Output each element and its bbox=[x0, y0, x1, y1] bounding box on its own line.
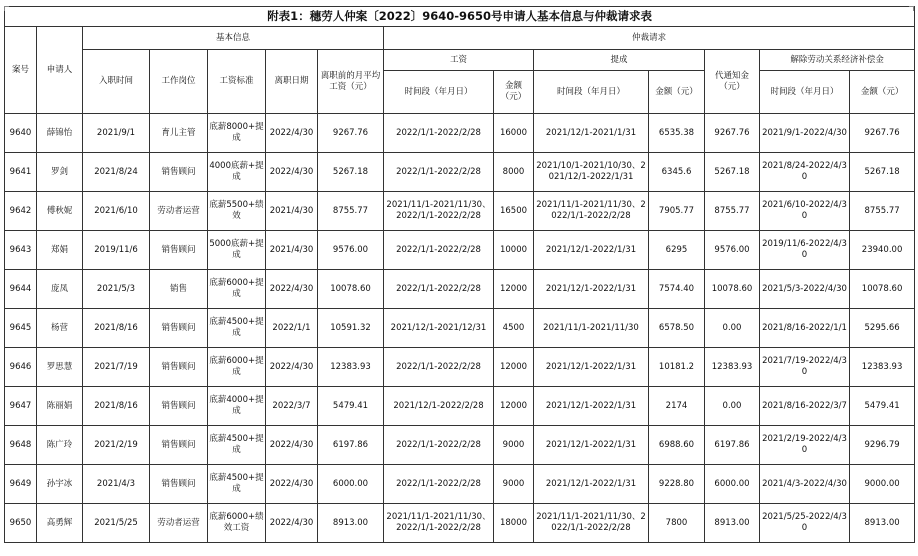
header-notice-pay: 代通知金（元） bbox=[705, 50, 760, 114]
cell-entry-date: 2021/2/19 bbox=[83, 426, 150, 465]
cell-notice-pay: 8755.77 bbox=[705, 192, 760, 231]
table-title: 附表1：穗劳人仲案〔2022〕9640-9650号申请人基本信息与仲裁请求表 bbox=[5, 7, 915, 27]
cell-notice-pay: 9267.76 bbox=[705, 114, 760, 153]
cell-commission-period: 2021/12/1-2022/1/31 bbox=[534, 387, 649, 426]
cell-severance-period: 2019/11/6-2022/4/30 bbox=[760, 231, 850, 270]
cell-salary-standard: 底薪8000+提成 bbox=[208, 114, 266, 153]
cell-avg-monthly-salary: 8755.77 bbox=[318, 192, 384, 231]
cell-severance-amount: 9296.79 bbox=[850, 426, 915, 465]
cell-leave-date: 2022/4/30 bbox=[266, 465, 318, 504]
cell-severance-amount: 5295.66 bbox=[850, 309, 915, 348]
cell-severance-amount: 10078.60 bbox=[850, 270, 915, 309]
cell-position: 劳动者运营 bbox=[150, 504, 208, 543]
cell-commission-period: 2021/12/1-2022/1/31 bbox=[534, 270, 649, 309]
cell-applicant: 郑娟 bbox=[37, 231, 83, 270]
cell-commission-period: 2021/12/1-2022/1/31 bbox=[534, 231, 649, 270]
cell-entry-date: 2019/11/6 bbox=[83, 231, 150, 270]
cell-severance-period: 2021/9/1-2022/4/30 bbox=[760, 114, 850, 153]
cell-avg-monthly-salary: 10078.60 bbox=[318, 270, 384, 309]
header-position: 工作岗位 bbox=[150, 50, 208, 114]
cell-entry-date: 2021/7/19 bbox=[83, 348, 150, 387]
cell-applicant: 薛锦怡 bbox=[37, 114, 83, 153]
cell-severance-period: 2021/8/16-2022/3/7 bbox=[760, 387, 850, 426]
cell-severance-period: 2021/5/25-2022/4/30 bbox=[760, 504, 850, 543]
cell-salary-standard: 底薪6000+提成 bbox=[208, 270, 266, 309]
header-salary-standard: 工资标准 bbox=[208, 50, 266, 114]
cell-commission-amount: 2174 bbox=[649, 387, 705, 426]
table-row bbox=[5, 153, 915, 192]
cell-leave-date: 2022/4/30 bbox=[266, 270, 318, 309]
header-leave-date: 离职日期 bbox=[266, 50, 318, 114]
cell-position: 销售顾问 bbox=[150, 387, 208, 426]
crop-mark bbox=[4, 6, 9, 11]
cell-commission-period: 2021/11/1-2021/11/30、2022/1/1-2022/2/28 bbox=[534, 504, 649, 543]
cell-leave-date: 2021/4/30 bbox=[266, 231, 318, 270]
cell-avg-monthly-salary: 9576.00 bbox=[318, 231, 384, 270]
cell-entry-date: 2021/8/24 bbox=[83, 153, 150, 192]
cell-case-no: 9650 bbox=[5, 504, 37, 543]
cell-leave-date: 2022/1/1 bbox=[266, 309, 318, 348]
cell-commission-amount: 10181.2 bbox=[649, 348, 705, 387]
cell-severance-period: 2021/8/24-2022/4/30 bbox=[760, 153, 850, 192]
cell-avg-monthly-salary: 5267.18 bbox=[318, 153, 384, 192]
cell-position: 销售 bbox=[150, 270, 208, 309]
cell-salary-standard: 底薪4500+提成 bbox=[208, 465, 266, 504]
cell-commission-amount: 6535.38 bbox=[649, 114, 705, 153]
cell-case-no: 9647 bbox=[5, 387, 37, 426]
table-row bbox=[5, 309, 915, 348]
cell-salary-standard: 底薪4000+提成 bbox=[208, 387, 266, 426]
cell-severance-period: 2021/2/19-2022/4/30 bbox=[760, 426, 850, 465]
crop-mark bbox=[909, 6, 914, 11]
cell-position: 育儿主管 bbox=[150, 114, 208, 153]
cell-wage-period: 2022/1/1-2022/2/28 bbox=[384, 426, 494, 465]
cell-entry-date: 2021/5/3 bbox=[83, 270, 150, 309]
cell-applicant: 高勇辉 bbox=[37, 504, 83, 543]
header-applicant: 申请人 bbox=[37, 27, 83, 114]
document-page bbox=[4, 6, 914, 543]
cell-applicant: 罗剑 bbox=[37, 153, 83, 192]
cell-leave-date: 2022/4/30 bbox=[266, 504, 318, 543]
cell-notice-pay: 10078.60 bbox=[705, 270, 760, 309]
cell-notice-pay: 5267.18 bbox=[705, 153, 760, 192]
cell-severance-period: 2021/8/16-2022/1/1 bbox=[760, 309, 850, 348]
cell-commission-amount: 6345.6 bbox=[649, 153, 705, 192]
cell-severance-amount: 5479.41 bbox=[850, 387, 915, 426]
cell-case-no: 9644 bbox=[5, 270, 37, 309]
cell-commission-amount: 6295 bbox=[649, 231, 705, 270]
cell-avg-monthly-salary: 10591.32 bbox=[318, 309, 384, 348]
cell-wage-amount: 12000 bbox=[494, 270, 534, 309]
cell-avg-monthly-salary: 8913.00 bbox=[318, 504, 384, 543]
cell-salary-standard: 4000底薪+提成 bbox=[208, 153, 266, 192]
header-severance: 解除劳动关系经济补偿金 bbox=[760, 50, 915, 71]
cell-wage-period: 2022/1/1-2022/2/28 bbox=[384, 114, 494, 153]
cell-applicant: 孙宇冰 bbox=[37, 465, 83, 504]
cell-case-no: 9646 bbox=[5, 348, 37, 387]
header-commission: 提成 bbox=[534, 50, 705, 71]
cell-wage-amount: 16500 bbox=[494, 192, 534, 231]
cell-entry-date: 2021/5/25 bbox=[83, 504, 150, 543]
cell-severance-period: 2021/6/10-2022/4/30 bbox=[760, 192, 850, 231]
cell-severance-amount: 9000.00 bbox=[850, 465, 915, 504]
table-row bbox=[5, 231, 915, 270]
cell-applicant: 陈丽娟 bbox=[37, 387, 83, 426]
cell-severance-amount: 12383.93 bbox=[850, 348, 915, 387]
cell-severance-amount: 23940.00 bbox=[850, 231, 915, 270]
cell-wage-period: 2021/12/1-2021/12/31 bbox=[384, 309, 494, 348]
cell-entry-date: 2021/9/1 bbox=[83, 114, 150, 153]
header-severance-amount: 金额（元） bbox=[850, 71, 915, 114]
header-severance-period: 时间段（年月日） bbox=[760, 71, 850, 114]
table-row bbox=[5, 192, 915, 231]
cell-position: 销售顾问 bbox=[150, 309, 208, 348]
cell-salary-standard: 底薪5500+绩效 bbox=[208, 192, 266, 231]
table-row bbox=[5, 504, 915, 543]
cell-position: 销售顾问 bbox=[150, 348, 208, 387]
cell-wage-period: 2022/1/1-2022/2/28 bbox=[384, 153, 494, 192]
header-commission-amount: 金额（元） bbox=[649, 71, 705, 114]
cell-commission-period: 2021/12/1-2022/1/31 bbox=[534, 465, 649, 504]
cell-wage-amount: 4500 bbox=[494, 309, 534, 348]
cell-case-no: 9643 bbox=[5, 231, 37, 270]
cell-wage-period: 2022/1/1-2022/2/28 bbox=[384, 465, 494, 504]
cell-commission-amount: 7574.40 bbox=[649, 270, 705, 309]
cell-wage-amount: 9000 bbox=[494, 426, 534, 465]
table-row bbox=[5, 114, 915, 153]
header-wage-period: 时间段（年月日） bbox=[384, 71, 494, 114]
cell-commission-period: 2021/12/1-2021/1/31 bbox=[534, 114, 649, 153]
cell-commission-amount: 9228.80 bbox=[649, 465, 705, 504]
header-commission-period: 时间段（年月日） bbox=[534, 71, 649, 114]
header-wages: 工资 bbox=[384, 50, 534, 71]
cell-notice-pay: 6197.86 bbox=[705, 426, 760, 465]
cell-position: 销售顾问 bbox=[150, 426, 208, 465]
cell-notice-pay: 12383.93 bbox=[705, 348, 760, 387]
cell-salary-standard: 底薪4500+提成 bbox=[208, 426, 266, 465]
cell-wage-amount: 9000 bbox=[494, 465, 534, 504]
cell-wage-amount: 8000 bbox=[494, 153, 534, 192]
cell-position: 销售顾问 bbox=[150, 465, 208, 504]
cell-avg-monthly-salary: 5479.41 bbox=[318, 387, 384, 426]
cell-salary-standard: 5000底薪+提成 bbox=[208, 231, 266, 270]
cell-notice-pay: 6000.00 bbox=[705, 465, 760, 504]
cell-avg-monthly-salary: 6197.86 bbox=[318, 426, 384, 465]
cell-commission-period: 2021/12/1-2022/1/31 bbox=[534, 348, 649, 387]
cell-leave-date: 2022/3/7 bbox=[266, 387, 318, 426]
header-wage-amount: 金额（元） bbox=[494, 71, 534, 114]
cell-commission-amount: 6578.50 bbox=[649, 309, 705, 348]
cell-notice-pay: 0.00 bbox=[705, 309, 760, 348]
cell-severance-amount: 9267.76 bbox=[850, 114, 915, 153]
cell-case-no: 9648 bbox=[5, 426, 37, 465]
cell-wage-amount: 16000 bbox=[494, 114, 534, 153]
header-basic-info: 基本信息 bbox=[83, 27, 384, 50]
cell-wage-amount: 12000 bbox=[494, 387, 534, 426]
table-row bbox=[5, 465, 915, 504]
cell-leave-date: 2022/4/30 bbox=[266, 426, 318, 465]
cell-position: 销售顾问 bbox=[150, 231, 208, 270]
cell-severance-period: 2021/7/19-2022/4/30 bbox=[760, 348, 850, 387]
cell-case-no: 9642 bbox=[5, 192, 37, 231]
cell-wage-period: 2021/12/1-2022/2/28 bbox=[384, 387, 494, 426]
table-row bbox=[5, 348, 915, 387]
cell-avg-monthly-salary: 6000.00 bbox=[318, 465, 384, 504]
cell-severance-period: 2021/4/3-2022/4/30 bbox=[760, 465, 850, 504]
cell-commission-period: 2021/10/1-2021/10/30、2021/12/1-2022/1/31 bbox=[534, 153, 649, 192]
table-row bbox=[5, 387, 915, 426]
cell-leave-date: 2021/4/30 bbox=[266, 192, 318, 231]
cell-wage-period: 2021/11/1-2021/11/30、2022/1/1-2022/2/28 bbox=[384, 504, 494, 543]
cell-wage-amount: 10000 bbox=[494, 231, 534, 270]
cell-notice-pay: 0.00 bbox=[705, 387, 760, 426]
cell-applicant: 罗思慧 bbox=[37, 348, 83, 387]
cell-commission-amount: 6988.60 bbox=[649, 426, 705, 465]
cell-wage-amount: 12000 bbox=[494, 348, 534, 387]
cell-salary-standard: 底薪6000+绩效工资 bbox=[208, 504, 266, 543]
cell-entry-date: 2021/6/10 bbox=[83, 192, 150, 231]
cell-commission-period: 2021/11/1-2021/11/30、2022/1/1-2022/2/28 bbox=[534, 192, 649, 231]
header-entry-date: 入职时间 bbox=[83, 50, 150, 114]
cell-severance-amount: 8755.77 bbox=[850, 192, 915, 231]
cell-leave-date: 2022/4/30 bbox=[266, 114, 318, 153]
cell-avg-monthly-salary: 12383.93 bbox=[318, 348, 384, 387]
cell-case-no: 9640 bbox=[5, 114, 37, 153]
table-row bbox=[5, 270, 915, 309]
cell-leave-date: 2022/4/30 bbox=[266, 153, 318, 192]
applicant-claims-table bbox=[4, 6, 915, 543]
cell-entry-date: 2021/8/16 bbox=[83, 309, 150, 348]
cell-case-no: 9641 bbox=[5, 153, 37, 192]
cell-case-no: 9649 bbox=[5, 465, 37, 504]
cell-notice-pay: 9576.00 bbox=[705, 231, 760, 270]
cell-commission-period: 2021/11/1-2021/11/30 bbox=[534, 309, 649, 348]
cell-severance-period: 2021/5/3-2022/4/30 bbox=[760, 270, 850, 309]
cell-avg-monthly-salary: 9267.76 bbox=[318, 114, 384, 153]
cell-severance-amount: 8913.00 bbox=[850, 504, 915, 543]
cell-entry-date: 2021/8/16 bbox=[83, 387, 150, 426]
cell-commission-amount: 7905.77 bbox=[649, 192, 705, 231]
header-arbitration-claims: 仲裁请求 bbox=[384, 27, 915, 50]
cell-commission-amount: 7800 bbox=[649, 504, 705, 543]
cell-wage-amount: 18000 bbox=[494, 504, 534, 543]
cell-wage-period: 2022/1/1-2022/2/28 bbox=[384, 348, 494, 387]
cell-severance-amount: 5267.18 bbox=[850, 153, 915, 192]
cell-position: 销售顾问 bbox=[150, 153, 208, 192]
cell-applicant: 傅秋妮 bbox=[37, 192, 83, 231]
cell-case-no: 9645 bbox=[5, 309, 37, 348]
header-avg-monthly-salary: 离职前的月平均工资（元） bbox=[318, 50, 384, 114]
cell-entry-date: 2021/4/3 bbox=[83, 465, 150, 504]
header-case-no: 案号 bbox=[5, 27, 37, 114]
cell-notice-pay: 8913.00 bbox=[705, 504, 760, 543]
cell-applicant: 庞凤 bbox=[37, 270, 83, 309]
cell-applicant: 杨营 bbox=[37, 309, 83, 348]
cell-salary-standard: 底薪4500+提成 bbox=[208, 309, 266, 348]
cell-applicant: 陈广玲 bbox=[37, 426, 83, 465]
cell-leave-date: 2022/4/30 bbox=[266, 348, 318, 387]
cell-wage-period: 2022/1/1-2022/2/28 bbox=[384, 270, 494, 309]
cell-wage-period: 2022/1/1-2022/2/28 bbox=[384, 231, 494, 270]
cell-salary-standard: 底薪6000+提成 bbox=[208, 348, 266, 387]
cell-commission-period: 2021/12/1-2022/1/31 bbox=[534, 426, 649, 465]
cell-position: 劳动者运营 bbox=[150, 192, 208, 231]
table-row bbox=[5, 426, 915, 465]
cell-wage-period: 2021/11/1-2021/11/30、2022/1/1-2022/2/28 bbox=[384, 192, 494, 231]
